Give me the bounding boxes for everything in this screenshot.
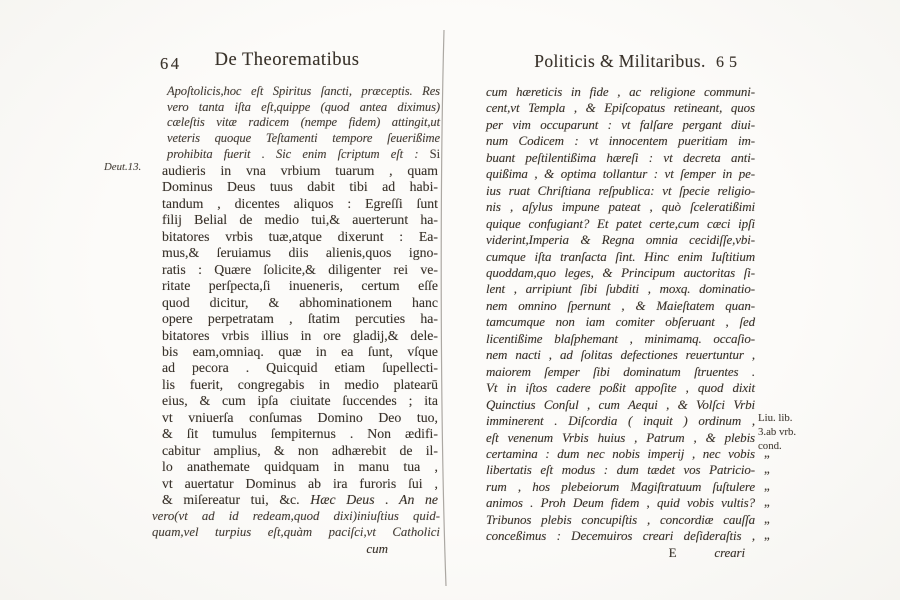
signature-mark: E — [668, 544, 677, 560]
text-line: nis , aſylus impune pateat , quò ſceleratißimi — [486, 199, 755, 215]
text-line: licentißime blaſphemant , minimamq. occaſio- — [486, 330, 755, 346]
right-body-text — [486, 84, 755, 561]
quote-tail-italic: Hæc Deus . An ne — [310, 492, 438, 508]
running-title-left: De Theorematibus — [214, 50, 360, 70]
running-title-right: Politicis & Militaribus. — [534, 51, 706, 71]
left-outro-paragraph — [152, 508, 440, 540]
text-line: vero(vt ad id redeam,quod dixi)iniuſtius quid- — [152, 509, 440, 523]
margin-quote-mark: ” — [764, 468, 770, 484]
text-line: lent , arripiunt ſibi ſubditi , moxq. dominatio- — [486, 281, 755, 297]
text-line: quam,vel turpius eſt,quàm paciſci,vt Catholici — [152, 525, 440, 540]
margin-quote-mark-list — [764, 452, 770, 551]
text-line: lis fuerit, congregabis in medio platearū — [162, 376, 438, 392]
text-line: buant peſtilentißima hæreſi : vt decreta anti- — [486, 149, 755, 165]
text-line: ratis : Quære ſolicite,& diligenter rei ve- — [162, 261, 438, 277]
text-line: opere perpetratam , ſtatim percuties ha- — [162, 311, 438, 327]
margin-citation-line: cond. — [758, 439, 782, 452]
left-scripture-quote — [162, 163, 438, 509]
text-line: quoddam,quo leges, & Principum auctoritas ſi- — [486, 264, 755, 280]
text-line: animos . Proh Deum fidem , quid vobis vultis? — [486, 495, 755, 511]
text-line: eius, & cum ipſa ciuitate ſuccendes ; ita — [162, 393, 438, 409]
text-line: tamcumque non iam comiter obſeruant , ſed — [486, 314, 755, 330]
margin-citation-line: Liu. lib. — [758, 412, 793, 424]
quote-tail-roman: & miſereatur tui, &c. — [162, 492, 300, 508]
text-line: mus,& ſeruiamus diis alienis,quos igno- — [162, 245, 438, 261]
signature-line — [486, 545, 755, 561]
text-line: nem nacti , ad ſolitas defectiones reuertuntur , — [486, 347, 755, 363]
margin-citation-livy — [758, 412, 820, 453]
margin-quote-mark: ” — [764, 484, 770, 500]
text-line: vt vniuerſa conſumas Domino Deo tuo, — [162, 409, 438, 425]
margin-quote-mark: ” — [764, 501, 770, 517]
text-line: Apoſtolicis,hoc eſt Spiritus ſancti, præceptis. Res — [167, 84, 440, 98]
margin-citation-line: 3.ab vrb. — [758, 425, 797, 438]
text-line: ad pecora . Quicquid etiam ſupellecti- — [162, 360, 438, 376]
text-line: per vim occuparunt : vt falſare pergant diui- — [486, 116, 755, 132]
text-line: filij Belial de medio tui,& auerterunt ha- — [162, 212, 438, 228]
margin-quote-mark: ” — [764, 534, 770, 550]
left-intro-paragraph — [167, 84, 440, 163]
text-line: nem omnino ſpernunt , & Maieſtatem quan- — [486, 297, 755, 313]
text-line-mixed — [167, 147, 440, 163]
text-line: bis eam,omniaq. quæ in ea ſunt, vſque — [162, 343, 438, 359]
margin-quote-mark: ” — [764, 517, 770, 533]
text-line-mixed — [162, 492, 438, 508]
left-intro-lines — [167, 84, 440, 147]
left-outro-lines — [152, 508, 440, 540]
text-line: Dominus Deus tuus dabit tibi ad habi- — [162, 179, 438, 195]
text-line: ius ruat Chriſtiana reſpublica: vt ſpecie religio- — [486, 182, 755, 198]
text-line: imminerent . Diſcordia ( inquit ) ordinum , — [486, 413, 755, 429]
text-line: & ſit tumulus ſempiternus . Non ædifi- — [162, 426, 438, 442]
intro-tail-roman: Si — [429, 146, 440, 161]
margin-note-deuteronomy: Deut.13. — [104, 161, 142, 173]
page-number-left: 64 — [160, 54, 182, 73]
intro-tail-italic: prohibita fuerit . Sic enim ſcriptum eſt : — [167, 146, 419, 161]
text-line: quißima , & optima tollantur : vt ſemper in pe- — [486, 166, 755, 182]
text-line: libertatis eſt modus : dum tædet vos Patricio- — [486, 462, 755, 478]
margin-citation-lines — [758, 412, 820, 453]
text-line: Vt in iſtos cadere poßit appoſite , quod dixit — [486, 380, 755, 396]
text-line: conceßimus : Decemuiros creari deſideraſtis , — [486, 528, 755, 544]
text-line: quique confugiant? Et patet certe,cum cæci ipſi — [486, 215, 755, 231]
right-body-lines — [486, 84, 755, 545]
text-line: Tribunos plebis concupiſtis , concordiæ cauſſa — [486, 511, 755, 527]
text-line: cæleſtis vitæ radicem (nempe fidem) attingit,ut — [167, 115, 440, 130]
margin-quote-mark: ” — [764, 452, 770, 467]
text-line: cum hæreticis in fide , ac religione communi- — [486, 84, 755, 99]
text-line: rum , hos plebeiorum Magiſtratuum ſuſtulere — [486, 478, 755, 494]
text-line: vt auertatur Dominus ab ira furoris ſui , — [162, 475, 438, 491]
catchword-right: creari — [714, 544, 745, 560]
text-line: certamina : dum nec nobis imperij , nec vobis — [486, 445, 755, 461]
text-line: cumque iſta tranſacta ſint. Hinc enim Iuſtitium — [486, 248, 755, 264]
text-line: maiorem ſemper ſibi dominatum ſtruentes . — [486, 363, 755, 379]
text-line: cent,vt Templa , & Epiſcopatus retineant, quos — [486, 100, 755, 116]
page-number-right: 65 — [716, 54, 742, 71]
text-line: ritate perſpecta,ſi inueneris, certum eſſe — [162, 278, 438, 294]
text-line: cabitur amplius, & non adhærebit de il- — [162, 442, 438, 458]
text-line: lo anathemate quidquam in manu tua , — [162, 459, 438, 475]
text-line: eſt venenum Vrbis huius , Patrum , & plebis — [486, 429, 755, 445]
text-line: bitatores vrbis illius in ore gladij,& dele- — [162, 327, 438, 343]
text-line: vero tanta iſta eſt,quippe (quod antea diximus) — [167, 99, 440, 114]
text-line: bitatores vrbis tuæ,atque dixerunt : Ea- — [162, 228, 438, 244]
catchword-left: cum — [366, 541, 388, 556]
left-quote-lines — [162, 163, 438, 492]
text-line: audieris in vna vrbium tuarum , quam — [162, 163, 438, 178]
text-line: veteris quoque Teſtamenti tempore ſeuerißime — [167, 131, 440, 146]
text-line: num Codicem : vt innocentem pueritiam im- — [486, 133, 755, 149]
text-line: quod dicitur, & abhominationem hanc — [162, 294, 438, 310]
text-line: Quinctius Conſul , cum Aequi , & Volſci Vrbi — [486, 396, 755, 412]
text-line: tandum , dicentes aliquos : Egreſſi ſunt — [162, 195, 438, 211]
text-line: viderint,Imperia & Regna omnia cecidiſſe,vbi- — [486, 232, 755, 248]
margin-quotation-marks — [764, 452, 770, 551]
